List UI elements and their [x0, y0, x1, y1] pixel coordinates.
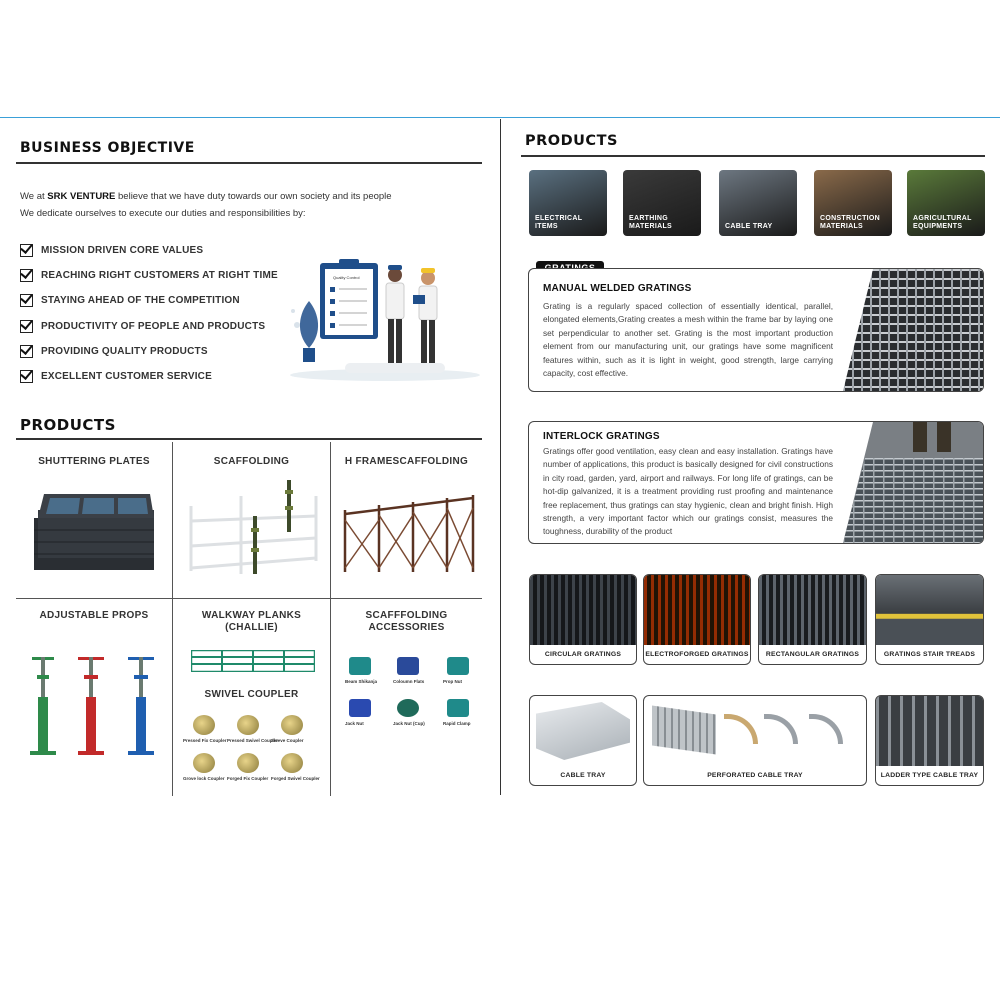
- product-scaffolding[interactable]: [173, 440, 330, 598]
- tray-accessory-image: [724, 714, 758, 744]
- coupler-label: Pressed Fix Coupler: [183, 738, 227, 743]
- cable-tray-tile[interactable]: [643, 695, 867, 786]
- product-title: WALKWAY PLANKS (CHALLIE): [201, 610, 302, 633]
- shuttering-plates-image: [30, 488, 158, 578]
- products-rule-right: [521, 155, 985, 157]
- grating-type-label: ELECTROFORGED GRATINGS: [645, 651, 749, 658]
- category-tile[interactable]: [719, 170, 797, 236]
- cable-tray-tile[interactable]: [875, 695, 984, 786]
- checklist-label: MISSION DRIVEN CORE VALUES: [41, 245, 204, 257]
- accessory-label: Jack Nut: [345, 721, 364, 726]
- grating-type-label: RECTANGULAR GRATINGS: [765, 651, 860, 658]
- checklist-item: [20, 263, 278, 288]
- manual-welded-body: Grating is a regularly spaced collection of essentially identical, parallel, elongated elements,Grating creates a mesh within the frame bar by laying one set perpendicular to another set. Grating is the most important production element from our manufacturing unit, our gratings have some magnificent features within, such as it is light in weight, good strength, large carrying capacity, cost effective.: [543, 301, 833, 379]
- checklist-item: [20, 314, 278, 339]
- adjustable-props-image: [22, 657, 168, 757]
- category-label: EARTHING MATERIALS: [629, 215, 673, 230]
- checkbox-icon: [20, 320, 33, 333]
- coupler-icon: [281, 715, 303, 735]
- checklist-item: [20, 364, 278, 389]
- red-prop: [78, 657, 104, 755]
- checklist-item: [20, 238, 278, 263]
- accessory-icon: [397, 657, 419, 675]
- checklist-label: PROVIDING QUALITY PRODUCTS: [41, 345, 208, 357]
- accessory-label: Beam Shikanja: [345, 679, 378, 684]
- grating-type-tile[interactable]: [758, 574, 867, 665]
- product-walkway-planks[interactable]: [173, 599, 330, 796]
- tray-accessory-image: [809, 714, 843, 744]
- products-heading: PRODUCTS: [20, 416, 116, 434]
- product-shuttering-plates[interactable]: [16, 440, 172, 598]
- product-title: SCAFFOLDING: [213, 456, 290, 467]
- category-label: AGRICULTURAL EQUIPMENTS: [913, 215, 972, 230]
- coupler-icon: [193, 715, 215, 735]
- left-page: [0, 118, 500, 798]
- checklist-item: [20, 288, 278, 313]
- quality-control-illustration: [285, 253, 480, 383]
- scaffolding-image: [181, 476, 323, 576]
- product-h-frame-scaffolding[interactable]: [331, 440, 482, 598]
- cable-tray-label: CABLE TRAY: [560, 772, 606, 779]
- heading-rule: [16, 162, 482, 164]
- category-tile[interactable]: [529, 170, 607, 236]
- product-title: ADJUSTABLE PROPS: [39, 610, 149, 621]
- checklist-item: [20, 339, 278, 364]
- product-title: H FRAMESCAFFOLDING: [344, 456, 469, 467]
- category-label: CONSTRUCTION MATERIALS: [820, 215, 880, 230]
- product-title: SCAFFFOLDING ACCESSORIES: [365, 610, 448, 633]
- coupler-icon: [237, 715, 259, 735]
- coupler-label: Pressed Swivel Coupler: [227, 738, 279, 743]
- accessory-label: Jack Nut (Cup): [393, 721, 425, 726]
- interlock-card[interactable]: [528, 421, 984, 544]
- category-label: ELECTRICAL ITEMS: [535, 215, 583, 230]
- checkbox-icon: [20, 345, 33, 358]
- product-scaffolding-accessories[interactable]: [331, 599, 482, 796]
- manual-welded-title: MANUAL WELDED GRATINGS: [543, 283, 692, 294]
- product-title: SHUTTERING PLATES: [38, 456, 150, 467]
- category-tile[interactable]: [623, 170, 701, 236]
- checklist-label: STAYING AHEAD OF THE COMPETITION: [41, 295, 240, 307]
- swivel-coupler-title: SWIVEL COUPLER: [204, 689, 299, 700]
- checkbox-icon: [20, 269, 33, 282]
- interlock-image: [843, 422, 983, 543]
- accessory-label: Coloumn Flats: [393, 679, 425, 684]
- grating-type-label: CIRCULAR GRATINGS: [544, 651, 622, 658]
- business-objective-heading: BUSINESS OBJECTIVE: [20, 140, 195, 156]
- objective-checklist: [20, 238, 278, 389]
- manual-welded-card[interactable]: [528, 268, 984, 392]
- products-heading-right: PRODUCTS: [525, 133, 618, 149]
- accessory-icon: [349, 699, 371, 717]
- category-tile[interactable]: [814, 170, 892, 236]
- tray-accessory-image: [764, 714, 798, 744]
- coupler-label: Forged Fix Coupler: [227, 776, 269, 781]
- coupler-label: Forged Swivel Coupler: [271, 776, 320, 781]
- coupler-label: Grove lock Coupler: [183, 776, 225, 781]
- interlock-body: Gratings offer good ventilation, easy clean and easy installation. Gratings have number of applications, this product is basically designed for civil constructions in city road, garden, yard, airport and railways. For long life of gratings, can be hot-dip galvanized, it is a treatment providing rust proofing and maintenance free replacement, thus gratings can stay hygienic, clean and bright finish. High strength, a very important factor which our gratings consist, measures the toughness, durability of the product: [543, 446, 833, 537]
- intro-text: We at SRK VENTURE believe that we have duty towards our own society and its people We dedicate ourselves to execute our duties and responsibilities by:: [20, 191, 392, 219]
- checklist-label: PRODUCTIVITY OF PEOPLE AND PRODUCTS: [41, 320, 266, 332]
- accessory-label: Prop Nut: [443, 679, 462, 684]
- checkbox-icon: [20, 370, 33, 383]
- cable-tray-image: [876, 696, 983, 766]
- clipboard-title: Quality Control: [333, 275, 360, 280]
- walkway-plank-image: [191, 650, 315, 672]
- grating-type-tile[interactable]: [529, 574, 637, 665]
- accessory-icon: [349, 657, 371, 675]
- grating-type-image: [530, 575, 636, 645]
- interlock-title: INTERLOCK GRATINGS: [543, 431, 660, 442]
- product-adjustable-props[interactable]: [16, 599, 172, 796]
- h-frame-image: [339, 490, 479, 575]
- coupler-icon: [193, 753, 215, 773]
- blue-prop: [128, 657, 154, 755]
- checkbox-icon: [20, 294, 33, 307]
- cable-tray-tile[interactable]: [529, 695, 637, 786]
- green-prop: [30, 657, 56, 755]
- cable-tray-label: PERFORATED CABLE TRAY: [707, 772, 803, 779]
- cable-tray-label: LADDER TYPE CABLE TRAY: [880, 772, 979, 779]
- grating-type-tile[interactable]: [875, 574, 984, 665]
- checklist-label: REACHING RIGHT CUSTOMERS AT RIGHT TIME: [41, 270, 278, 282]
- grating-type-tile[interactable]: [643, 574, 751, 665]
- grating-type-label: GRATINGS STAIR TREADS: [883, 651, 976, 658]
- accessory-icon: [447, 699, 469, 717]
- checkbox-icon: [20, 244, 33, 257]
- accessory-label: Rapid Clamp: [443, 721, 471, 726]
- accessory-icon: [397, 699, 419, 717]
- coupler-icon: [281, 753, 303, 773]
- company-name: SRK VENTURE: [47, 191, 116, 202]
- grating-type-image: [644, 575, 750, 645]
- category-label: CABLE TRAY: [725, 223, 773, 230]
- products-grid: [16, 440, 482, 796]
- grating-type-image: [876, 575, 983, 645]
- coupler-label: Sleeve Coupler: [271, 738, 304, 743]
- cable-tray-image: [652, 706, 716, 755]
- grating-type-image: [759, 575, 866, 645]
- checklist-label: EXCELLENT CUSTOMER SERVICE: [41, 371, 212, 383]
- coupler-icon: [237, 753, 259, 773]
- accessory-icon: [447, 657, 469, 675]
- manual-welded-image: [843, 269, 983, 391]
- category-tile[interactable]: [907, 170, 985, 236]
- cable-tray-image: [536, 702, 630, 760]
